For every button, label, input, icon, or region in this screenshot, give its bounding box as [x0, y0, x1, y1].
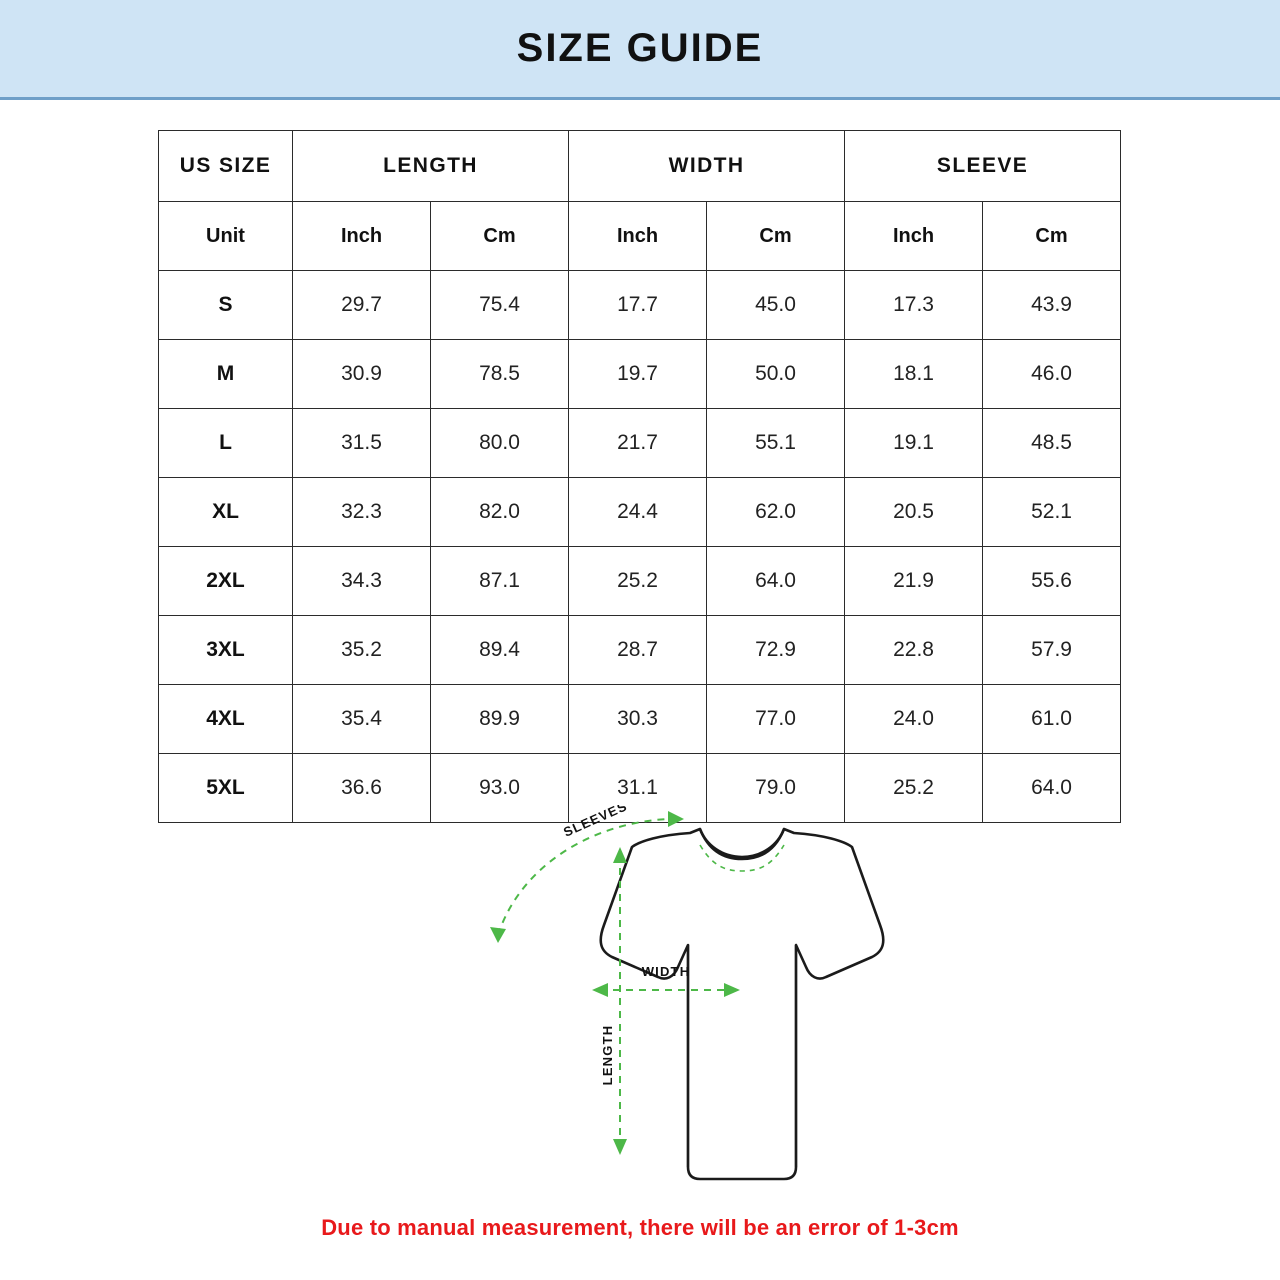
cell-size: 3XL: [159, 616, 293, 685]
cell-width-inch: 25.2: [569, 547, 707, 616]
cell-sleeve-inch: 18.1: [845, 340, 983, 409]
cell-length-inch: 30.9: [293, 340, 431, 409]
cell-sleeve-cm: 57.9: [983, 616, 1121, 685]
length-arrow-down-icon: [613, 1139, 627, 1155]
header-sleeve: SLEEVE: [845, 131, 1121, 202]
header-width: WIDTH: [569, 131, 845, 202]
table-unit-row: [159, 202, 1121, 271]
table-row: [159, 616, 1121, 685]
cell-length-inch: 36.6: [293, 754, 431, 823]
cell-length-cm: 87.1: [431, 547, 569, 616]
label-width: WIDTH: [641, 964, 691, 979]
tshirt-outline-icon: [601, 829, 884, 1179]
table-row: [159, 478, 1121, 547]
cell-width-cm: 62.0: [707, 478, 845, 547]
cell-width-cm: 72.9: [707, 616, 845, 685]
cell-length-cm: 93.0: [431, 754, 569, 823]
width-arrow-left-icon: [592, 983, 608, 997]
cell-sleeve-cm: 52.1: [983, 478, 1121, 547]
cell-width-cm: 79.0: [707, 754, 845, 823]
cell-length-cm: 78.5: [431, 340, 569, 409]
cell-length-inch: 31.5: [293, 409, 431, 478]
cell-width-inch: 24.4: [569, 478, 707, 547]
unit-width-cm: Cm: [707, 202, 845, 271]
cell-size: M: [159, 340, 293, 409]
sleeve-guide-line: [498, 819, 668, 935]
cell-width-inch: 31.1: [569, 754, 707, 823]
table-row: [159, 547, 1121, 616]
cell-sleeve-inch: 24.0: [845, 685, 983, 754]
cell-length-inch: 29.7: [293, 271, 431, 340]
cell-length-cm: 82.0: [431, 478, 569, 547]
cell-sleeve-cm: 64.0: [983, 754, 1121, 823]
cell-sleeve-cm: 46.0: [983, 340, 1121, 409]
cell-length-inch: 35.2: [293, 616, 431, 685]
cell-width-inch: 28.7: [569, 616, 707, 685]
cell-length-cm: 80.0: [431, 409, 569, 478]
cell-size: 4XL: [159, 685, 293, 754]
table-group-header-row: [159, 131, 1121, 202]
cell-sleeve-cm: 61.0: [983, 685, 1121, 754]
tshirt-svg: [0, 805, 1280, 1205]
cell-width-cm: 55.1: [707, 409, 845, 478]
width-arrow-right-icon: [724, 983, 740, 997]
cell-size: 5XL: [159, 754, 293, 823]
cell-size: L: [159, 409, 293, 478]
cell-sleeve-inch: 20.5: [845, 478, 983, 547]
table-row: [159, 409, 1121, 478]
unit-length-inch: Inch: [293, 202, 431, 271]
unit-length-cm: Cm: [431, 202, 569, 271]
cell-sleeve-inch: 19.1: [845, 409, 983, 478]
table-row: [159, 271, 1121, 340]
cell-width-cm: 45.0: [707, 271, 845, 340]
cell-sleeve-cm: 55.6: [983, 547, 1121, 616]
cell-sleeve-cm: 48.5: [983, 409, 1121, 478]
cell-width-inch: 17.7: [569, 271, 707, 340]
header-length: LENGTH: [293, 131, 569, 202]
cell-sleeve-cm: 43.9: [983, 271, 1121, 340]
cell-width-cm: 64.0: [707, 547, 845, 616]
cell-width-inch: 30.3: [569, 685, 707, 754]
cell-length-inch: 35.4: [293, 685, 431, 754]
label-sleeves: SLEEVES: [561, 805, 630, 840]
length-arrow-up-icon: [613, 847, 627, 863]
cell-width-inch: 19.7: [569, 340, 707, 409]
cell-size: S: [159, 271, 293, 340]
cell-size: 2XL: [159, 547, 293, 616]
sleeve-arrow-left-icon: [490, 927, 506, 943]
tshirt-measurement-diagram: [0, 805, 1280, 1205]
cell-sleeve-inch: 22.8: [845, 616, 983, 685]
cell-sleeve-inch: 25.2: [845, 754, 983, 823]
unit-label: Unit: [159, 202, 293, 271]
cell-width-inch: 21.7: [569, 409, 707, 478]
unit-sleeve-inch: Inch: [845, 202, 983, 271]
cell-length-cm: 89.9: [431, 685, 569, 754]
table-row: [159, 340, 1121, 409]
cell-sleeve-inch: 17.3: [845, 271, 983, 340]
cell-length-cm: 75.4: [431, 271, 569, 340]
unit-width-inch: Inch: [569, 202, 707, 271]
table-row: [159, 685, 1121, 754]
cell-width-cm: 77.0: [707, 685, 845, 754]
cell-size: XL: [159, 478, 293, 547]
size-table: [158, 130, 1121, 823]
cell-sleeve-inch: 21.9: [845, 547, 983, 616]
label-length: LENGTH: [600, 1024, 615, 1086]
cell-length-cm: 89.4: [431, 616, 569, 685]
cell-length-inch: 32.3: [293, 478, 431, 547]
cell-length-inch: 34.3: [293, 547, 431, 616]
unit-sleeve-cm: Cm: [983, 202, 1121, 271]
size-table-container: [158, 130, 1118, 823]
page-title: SIZE GUIDE: [516, 26, 764, 70]
cell-width-cm: 50.0: [707, 340, 845, 409]
header-us-size: US SIZE: [159, 131, 293, 202]
measurement-disclaimer: Due to manual measurement, there will be an error of 1-3cm: [321, 1215, 959, 1240]
header-band: [0, 0, 1280, 100]
sleeve-arrow-right-icon: [668, 811, 684, 827]
